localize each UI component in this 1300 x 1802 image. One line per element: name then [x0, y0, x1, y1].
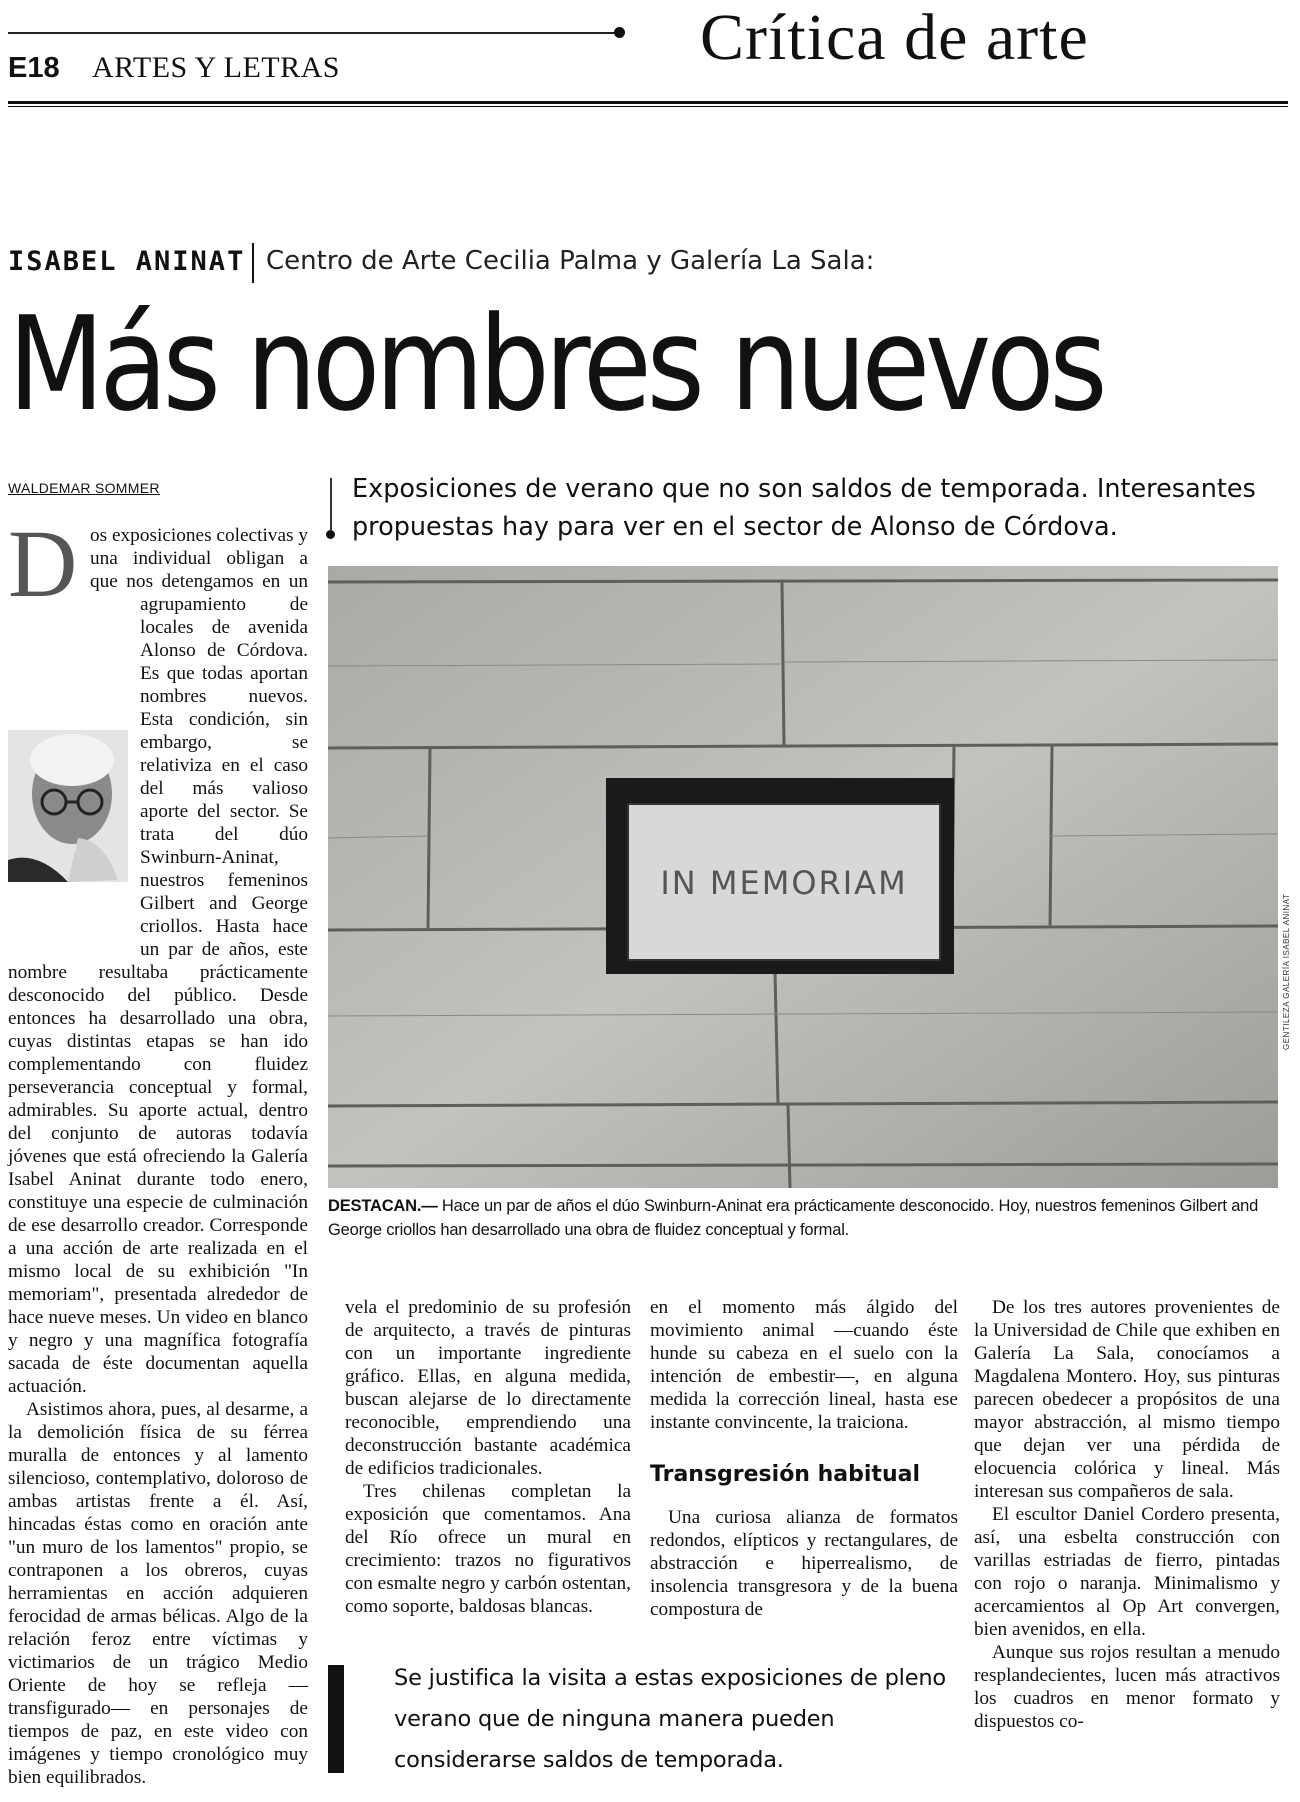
byline: WALDEMAR SOMMER [8, 480, 160, 496]
header-rule [8, 101, 1288, 107]
photo-caption [328, 1194, 1280, 1242]
paragraph-8: El escultor Daniel Cordero presenta, así, una esbelta construcción con varillas estriadas de fierro, pintadas con rojo o naranja. Minimalismo y acercamientos al Op Art convergen, bien avenidos, en ella. [974, 1504, 1280, 1640]
portrait-wrap-space [8, 796, 140, 956]
paragraph-6: Una curiosa alianza de formatos redondos, elípticos y rectangulares, de abstracción e hiperrealismo, de insolencia transgresora y de la buena compostura de [650, 1507, 958, 1620]
body-column-3 [650, 1296, 958, 1621]
caption-text: Hace un par de años el dúo Swinburn-Aninat era prácticamente desconocido. Hoy, nuestros femeninos Gilbert and George criollos han desarrollado una obra de fluidez conceptual y formal. [328, 1197, 1259, 1239]
body-column-2 [345, 1296, 631, 1618]
plaque-text: IN MEMORIAM [660, 864, 908, 902]
page-number: E18 [8, 52, 60, 84]
body-column-1 [8, 510, 308, 1789]
paragraph-9: Aunque sus rojos resultan a menudo resplandecientes, lucen más atractivos los cuadros en menor formato y dispuestos co- [974, 1642, 1280, 1732]
paragraph-5: en el momento más álgido del movimiento animal —cuando éste hunde su cabeza en el suelo con la intención de embestir—, en alguna medida la corrección lineal, hasta ese instante convincente, la traiciona. [650, 1297, 958, 1433]
kicker-author: ISABEL ANINAT [8, 246, 246, 277]
paragraph-1: os exposiciones colectivas y una individual obligan a que nos detengamos en un agrupamiento de locales de avenida Alonso de Córdova. Es que todas aportan nombres nuevos. Esta condición, sin embargo, se relativiza en el caso del más valioso aporte del sector. Se trata del dúo Swinburn-Aninat, nuestros femeninos Gilbert and George criollos. Hasta hace un par de años, este nombre resultaba prácticamente desconocido del público. Desde entonces ha desarrollado una obra, cuyas distintas etapas se han ido complementando con fluidez perseverancia conceptual y formal, admirables. Su aporte actual, dentro del conjunto de autoras todavía jóvenes que está ofreciendo la Galería Isabel Aninat durante todo enero, constituye una especie de culminación de ese desarrollo creador. Corresponde a una acción de arte realizada en el mismo local de su exhibición "In memoriam", presentada alrededor de hace nueve meses. Un video en blanco y negro y una magnífica fotografía sacada de éste documentan aquella actuación. [8, 525, 308, 1397]
pullquote-bar [328, 1665, 344, 1773]
kicker-venue: Centro de Arte Cecilia Palma y Galería La Sala: [266, 246, 875, 276]
deck-bar [330, 478, 332, 530]
headline: Más nombres nuevos [8, 288, 1103, 440]
brick-wall-illustration [328, 566, 1278, 1188]
header-bullet [614, 27, 625, 38]
paragraph-3: vela el predominio de su profesión de arquitecto, a través de pinturas con un importante ingrediente gráfico. Ellas, en alguna medida, buscan alejarse de lo directamente reconocible, emprendiendo una deconstrucción bastante académica de edificios tradicionales. [345, 1297, 631, 1479]
header-top-line [8, 32, 620, 34]
photo-credit: GENTILEZA GALERÍA ISABEL ANINAT [1282, 893, 1291, 1050]
section-name: ARTES Y LETRAS [92, 51, 340, 84]
dropcap: D [8, 510, 78, 617]
deck: Exposiciones de verano que no son saldos de temporada. Interesantes propuestas hay para ver en el sector de Alonso de Córdova. [352, 474, 1256, 542]
section-title: Crítica de arte [700, 1, 1089, 74]
deck-bullet [326, 530, 335, 539]
main-photo [328, 566, 1278, 1188]
body-column-4 [974, 1296, 1280, 1733]
kicker-divider [252, 243, 254, 283]
pullquote: Se justifica la visita a estas exposiciones de pleno verano que de ninguna manera pueden considerarse saldos de temporada. [394, 1665, 946, 1773]
paragraph-4: Tres chilenas completan la exposición que comentamos. Ana del Río ofrece un mural en crecimiento: trazos no figurativos con esmalte negro y carbón ostentan, como soporte, baldosas blancas. [345, 1481, 631, 1617]
paragraph-7: De los tres autores provenientes de la Universidad de Chile que exhiben en Galería La Sala, conocíamos a Magdalena Montero. Hoy, sus pinturas parecen obedecer a propósitos de una mayor abstracción, al mismo tiempo que dejan ver una pérdida de elocuencia colórica y lineal. Más interesan sus compañeros de sala. [974, 1297, 1280, 1502]
subheading: Transgresión habitual [650, 1462, 920, 1487]
paragraph-2: Asistimos ahora, pues, al desarme, a la demolición física de su férrea muralla de entonces y al lamento silencioso, contemplativo, doloroso de ambas artistas frente a él. Así, hincadas éstas como en oración ante "un muro de los lamentos" propio, se contraponen a los obreros, cuyas herramientas en acción adquieren ferocidad de armas bélicas. Algo de la relación feroz entre víctimas y victimarios de un trágico Medio Oriente de hoy se refleja —transfigurado— en personajes de tiempos de paz, en este video con imágenes y tiempo cronológico muy bien equilibrados. [8, 1399, 308, 1788]
caption-label: DESTACAN.— [328, 1197, 438, 1215]
